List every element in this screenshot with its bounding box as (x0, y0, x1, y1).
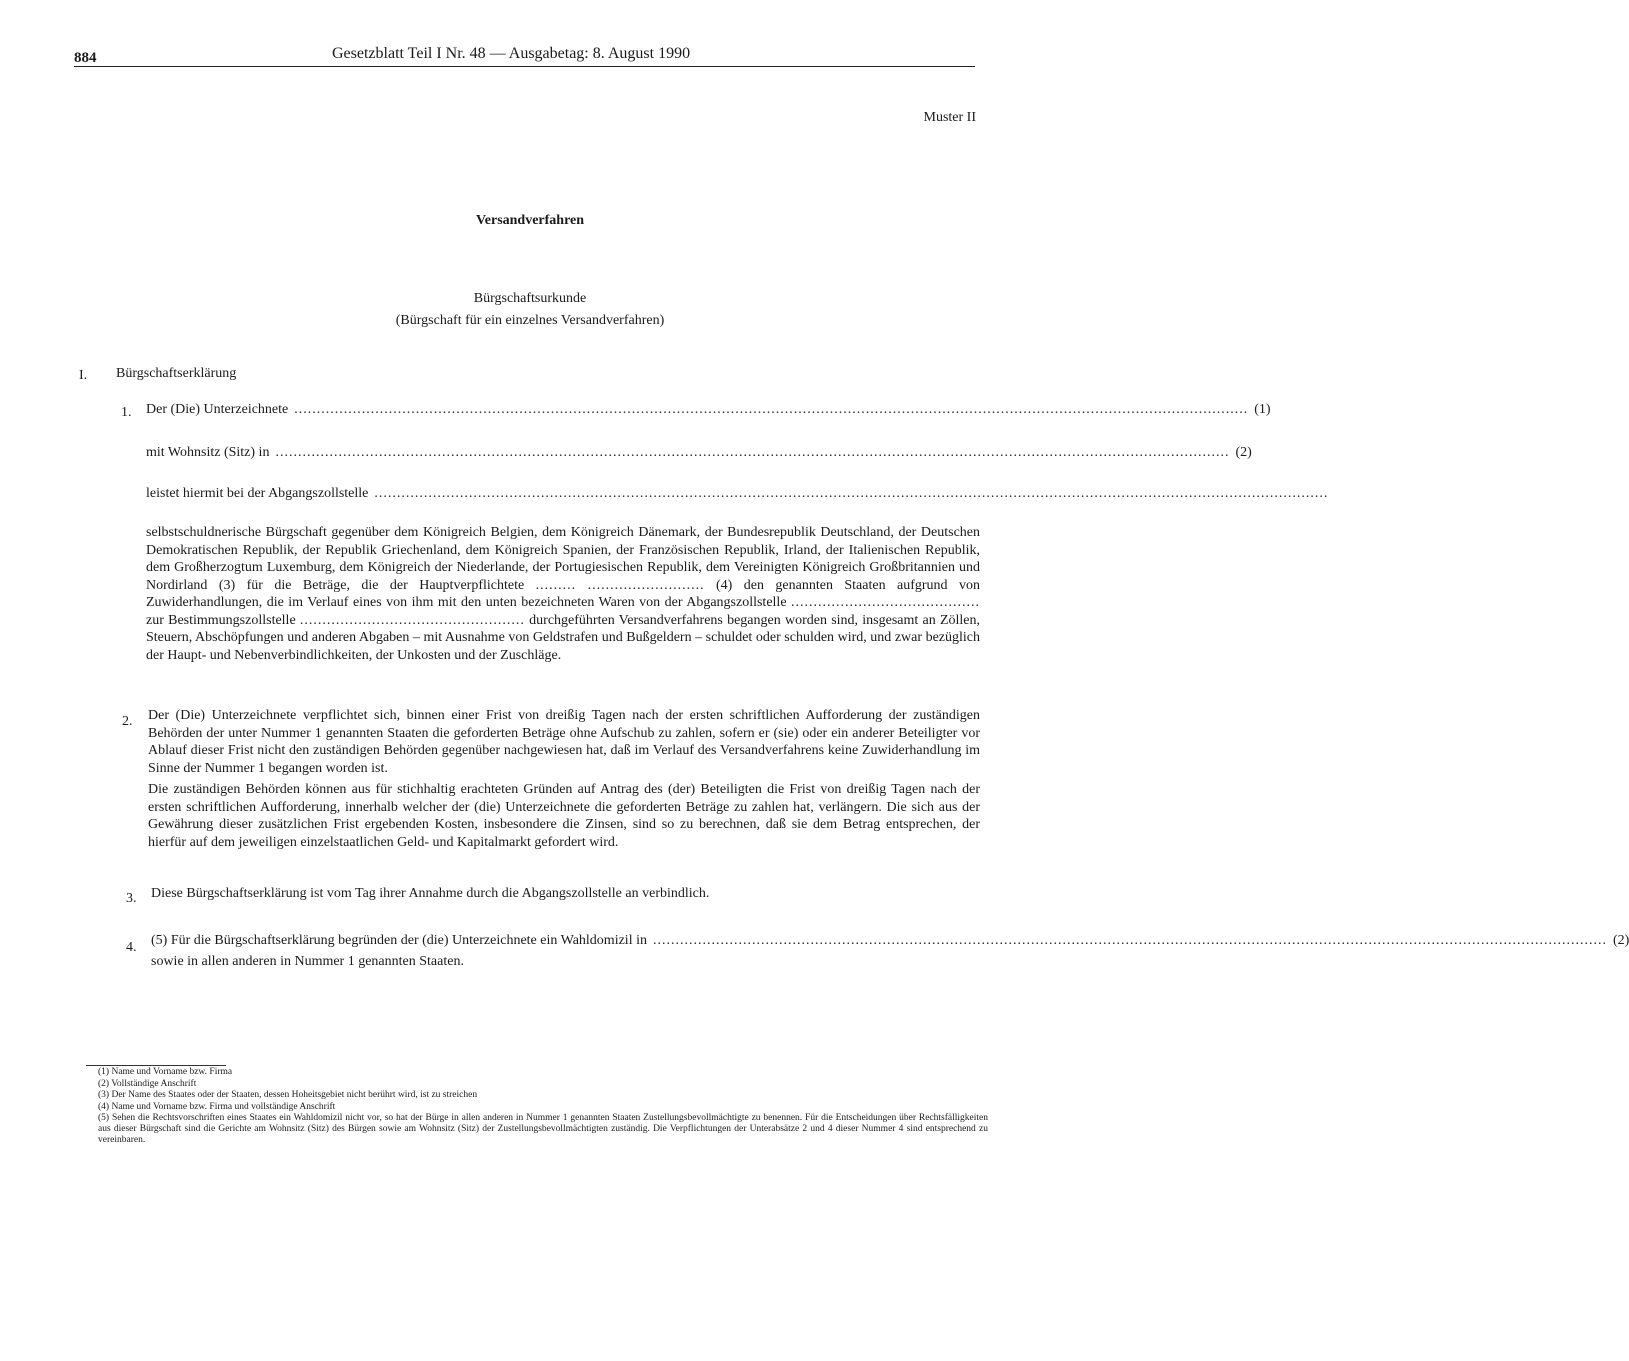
item1-text-c: zur Bestimmungszollstelle (146, 612, 296, 628)
item-number-2: 2. (122, 714, 133, 729)
footnote-mark: (4) (98, 1102, 110, 1112)
section-title: Bürgschaftserklärung (116, 366, 237, 381)
principal-field[interactable]: ......... (535, 577, 577, 593)
footnote-3 (98, 1090, 477, 1101)
item-number-1: 1. (121, 405, 132, 420)
signer-name-field[interactable]: .................................................................................................................................................................................................................... (294, 402, 1249, 417)
footnote-1 (98, 1067, 232, 1078)
document-subtitle-2: (Bürgschaft für ein einzelnes Versandverfahren) (395, 313, 665, 328)
item-number-3: 3. (126, 891, 137, 906)
footnote-2 (98, 1079, 196, 1090)
residence-label: mit Wohnsitz (Sitz) in (146, 445, 270, 460)
footnote-mark: (2) (98, 1079, 110, 1089)
footnote-text: Der Name des Staates oder der Staaten, dessen Hoheitsgebiet nicht berührt wird, ist zu streichen (111, 1090, 478, 1100)
residence-line (146, 445, 1252, 461)
domicile-label: (5) Für die Bürgschaftserklärung begründen der (die) Unterzeichnete ein Wahldomizil in (151, 933, 647, 948)
domicile-line (151, 933, 1629, 949)
item2-paragraph-1: Der (Die) Unterzeichnete verpflichtet sich, binnen einer Frist von dreißig Tagen nach der ersten schriftlichen Aufforderung der zuständigen Behörden der unter Nummer 1 genannten Staaten die geforderten Beträge ohne Aufschub zu zahlen, sofern er (sie) oder ein anderer Beteiligter vor Ablauf dieser Frist nicht den zuständigen Behörden gegenüber nachgewiesen hat, daß im Verlauf des Versandverfahrens keine Zuwiderhandlung im Sinne der Nummer 1 begangen worden ist. (148, 708, 980, 776)
running-title: Gesetzblatt Teil I Nr. 48 — Ausgabetag: 8. August 1990 (332, 45, 691, 62)
form-label: Muster II (923, 110, 976, 125)
footnote-text: Vollständige Anschrift (111, 1079, 197, 1089)
principal-field-cont[interactable]: .......................... (587, 577, 705, 593)
item1-text-d: durchgeführten Versandverfahrens begangen worden sind, insgesamt an Zöllen, Steuern, Abschöpfungen und anderen Abgaben – mit Ausnahme von Geldstrafen und Bußgeldern – schuldet oder schulden wird, und zwar bezüglich der Haupt- und Nebenverbindlichkeiten, der Unkosten und der Zuschläge. (146, 612, 981, 663)
footnote-ref-2: (2) (1235, 445, 1252, 460)
departure-office-field[interactable]: .................................................................................................................................................................................................................... (374, 486, 1329, 501)
footnote-rule (86, 1065, 226, 1066)
document-subtitle: Bürgschaftsurkunde (473, 291, 587, 306)
signer-name-line (146, 402, 1271, 418)
footnote-text: Name und Vorname bzw. Firma (111, 1067, 233, 1077)
document-title: Versandverfahren (475, 213, 585, 228)
page-number: 884 (74, 50, 97, 66)
item1-text-b: (4) den genannten Staaten aufgrund von Zuwiderhandlungen, die im Verlauf eines von ihm mit den unten bezeichneten Waren von der Abgangszollstelle (146, 577, 980, 610)
header-rule (74, 66, 975, 67)
item1-text-a: selbstschuldnerische Bürgschaft gegenüber dem Königreich Belgien, dem Königreich Dänemark, der Bundesrepublik Deutschland, der Deutschen Demokratischen Republik, der Republik Griechenland, dem Königreich Spanien, der Französischen Republik, Irland, der Italienischen Republik, dem Großherzogtum Luxemburg, dem Königreich der Niederlande, der Portugiesischen Republik, dem Vereinigten Königreich Großbritannien und Nordirland (3) für die Beträge, die der Hauptverpflichtete (146, 525, 980, 593)
footnote-text: Sehen die Rechtsvorschriften eines Staates ein Wahldomizil nicht vor, so hat der Bürge in allen anderen in Nummer 1 genannten Staaten Zustellungsbevollmächtigte zu benennen. Für die Entscheidungen über Rechtsfälligkeiten aus dieser Bürgschaft sind die Gerichte am Wohnsitz (Sitz) des Bürgen sowie am Wohnsitz (Sitz) der Zustellungsbevollmächtigten zuständig. Die Verpflichtungen der Unterabsätze 2 und 4 dieser Nummer 4 sind entsprechend zu vereinbaren. (98, 1113, 988, 1145)
footnote-mark: (5) (98, 1113, 110, 1123)
departure-office-label: leistet hiermit bei der Abgangszollstelle (146, 486, 369, 501)
footnote-4 (98, 1102, 335, 1113)
footnote-5 (98, 1113, 988, 1146)
item2-paragraph-2: Die zuständigen Behörden können aus für stichhaltig erachteten Gründen auf Antrag des (der) Beteiligten die Frist von dreißig Tagen nach der ersten schriftlichen Aufforderung, innerhalb welcher der (die) Unterzeichnete die geforderten Beträge zu zahlen hat, verlängern. Die sich aus der Gewährung dieser zusätzlichen Frist ergebenden Kosten, insbesondere die Zinsen, sind so zu berechnen, daß sie dem Betrag entsprechen, der hierfür auf dem jeweiligen einzelstaatlichen Geld- und Kapitalmarkt gefordert wird. (148, 782, 980, 850)
departure-office-line (146, 486, 1329, 502)
item1-paragraph (146, 524, 980, 664)
section-number: I. (79, 368, 88, 383)
footnote-ref-2b: (2) (1612, 933, 1629, 948)
footnote-mark: (1) (98, 1067, 110, 1077)
footnote-text: Name und Vorname bzw. Firma und vollständige Anschrift (111, 1102, 336, 1112)
residence-field[interactable]: .................................................................................................................................................................................................................... (275, 445, 1230, 460)
footnote-mark: (3) (98, 1090, 110, 1100)
domicile-field[interactable]: .................................................................................................................................................................................................................... (652, 933, 1607, 948)
signer-name-label: Der (Die) Unterzeichnete (146, 402, 289, 417)
departure-office-field-2[interactable]: .......................................... (791, 595, 981, 610)
footnote-ref-1: (1) (1254, 402, 1271, 417)
item4-line2: sowie in allen anderen in Nummer 1 genannten Staaten. (151, 954, 464, 969)
item3-text: Diese Bürgschaftserklärung ist vom Tag ihrer Annahme durch die Abgangszollstelle an verbindlich. (151, 886, 710, 901)
item-number-4: 4. (126, 940, 137, 955)
destination-office-field[interactable]: .................................................. (299, 612, 525, 628)
